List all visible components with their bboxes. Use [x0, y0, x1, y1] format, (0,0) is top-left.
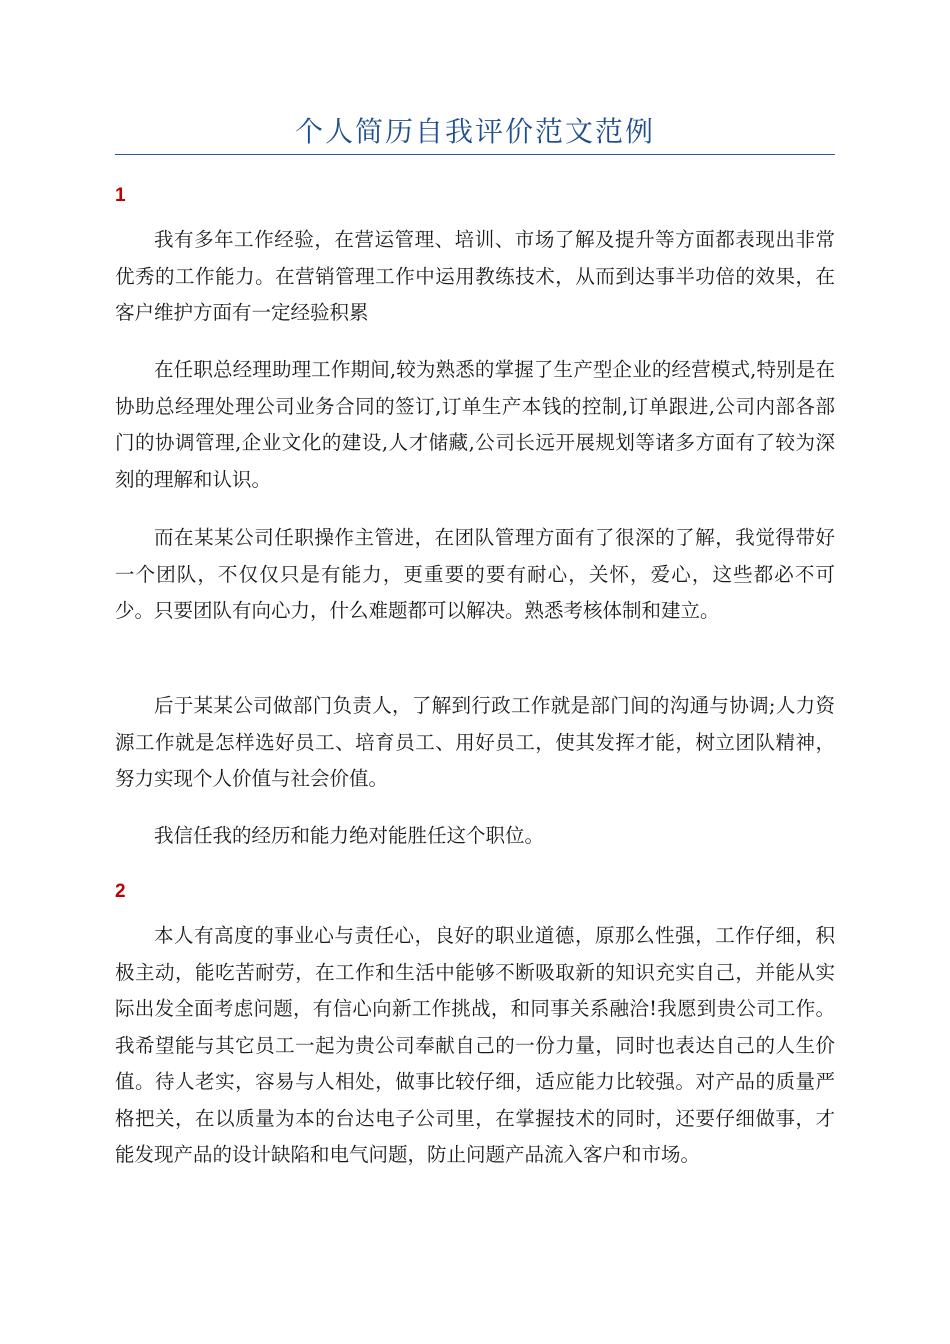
document-title: 个人简历自我评价范文范例 [294, 115, 655, 148]
title-underline [115, 154, 835, 155]
section-2-paragraph-1: 本人有高度的事业心与责任心，良好的职业道德，原那么性强，工作仔细，积极主动，能吃苦耐劳，在工作和生活中能够不断吸取新的知识充实自己，并能从实际出发全面考虑问题，有信心向新工作挑战，和同事关系融洽!我愿到贵公司工作。我希望能与其它员工一起为贵公司奉献自己的一份力量，同时也表达自己的人生价值。待人老实，容易与人相处，做事比较仔细，适应能力比较强。对产品的质量严格把关，在以质量为本的台达电子公司里，在掌握技术的同时，还要仔细做事，才能发现产品的设计缺陷和电气问题，防止问题产品流入客户和市场。 [115, 924, 835, 1166]
section-1-paragraph-3: 而在某某公司任职操作主管进，在团队管理方面有了很深的了解，我觉得带好一个团队，不仅仅只是有能力，更重要的要有耐心，关怀，爱心，这些都必不可少。只要团队有向心力，什么难题都可以解决。熟悉考核体制和建立。 [115, 526, 835, 622]
section-1-paragraph-4: 后于某某公司做部门负责人，了解到行政工作就是部门间的沟通与协调;人力资源工作就是怎样选好员工、培育员工、用好员工，使其发挥才能，树立团队精神，努力实现个人价值与社会价值。 [115, 694, 835, 790]
section-1-paragraph-1: 我有多年工作经验，在营运管理、培训、市场了解及提升等方面都表现出非常优秀的工作能力。在营销管理工作中运用教练技术，从而到达事半功倍的效果，在客户维护方面有一定经验积累 [115, 228, 835, 324]
section-number-2: 2 [115, 881, 126, 902]
section-1-paragraph-5: 我信任我的经历和能力绝对能胜任这个职位。 [154, 824, 545, 847]
section-number-1: 1 [115, 185, 126, 206]
section-1-paragraph-2: 在任职总经理助理工作期间,较为熟悉的掌握了生产型企业的经营模式,特别是在协助总经理处理公司业务合同的签订,订单生产本钱的控制,订单跟进,公司内部各部门的协调管理,企业文化的建设,人才储藏,公司长远开展规划等诸多方面有了较为深刻的理解和认识。 [115, 358, 835, 491]
